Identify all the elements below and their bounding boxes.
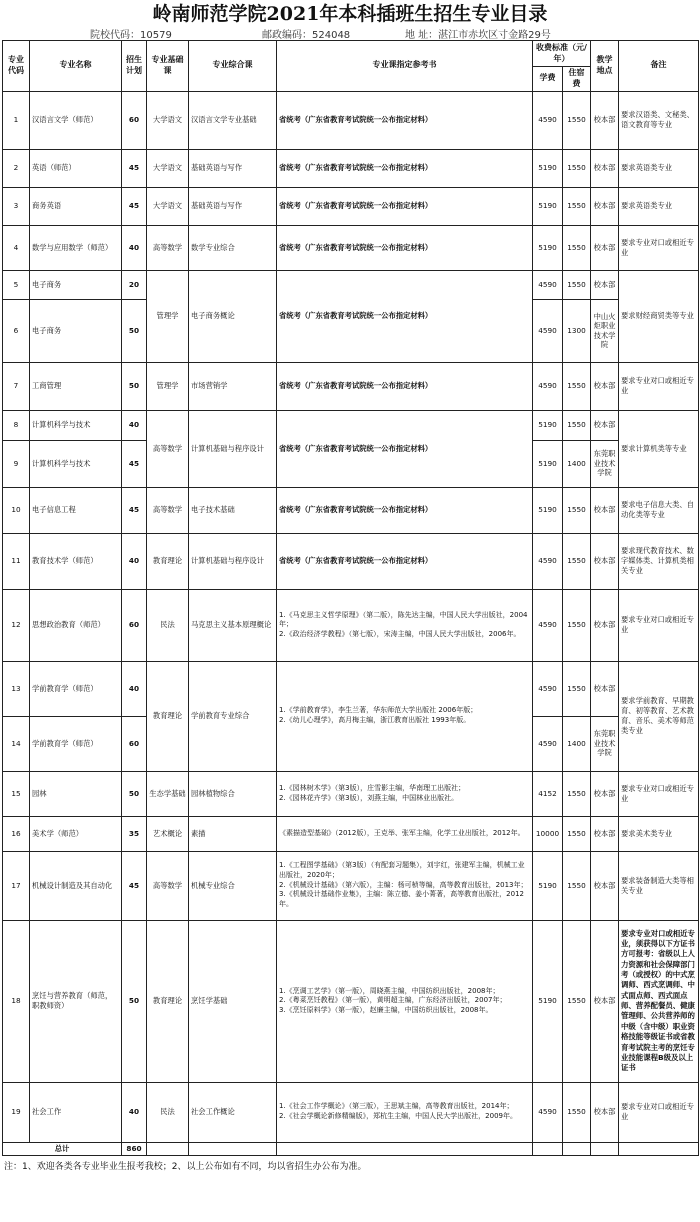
- enrollment-plan: 40: [122, 661, 147, 716]
- reference-books: 1.《工程图学基础》（第3版）（有配套习题集），刘宇红，张建军主编，机械工业出版社，2020年； 2.《机械设计基础》（第六版），主编：杨可桢等编，高等教育出版社，2013年； 3.《机械设计基础作业集》，主编：陈立德、姜小菁著，高等教育出版社，2012年。: [277, 851, 533, 920]
- major-name: 英语（师范）: [30, 149, 122, 187]
- campus: 校本部: [591, 816, 619, 851]
- remark: 要求英语类专业: [619, 149, 699, 187]
- comprehensive-course: 社会工作概论: [189, 1082, 277, 1142]
- comprehensive-course: 学前教育专业综合: [189, 661, 277, 771]
- total-plan: 860: [122, 1142, 147, 1155]
- table-row: [3, 851, 699, 920]
- reference-books: 省统考（广东省教育考试院统一公布指定材料）: [277, 149, 533, 187]
- tuition-fee: 4590: [533, 362, 563, 410]
- lodging-fee: 1550: [563, 771, 591, 816]
- lodging-fee: 1400: [563, 440, 591, 487]
- lodging-fee: 1400: [563, 716, 591, 771]
- major-name: 商务英语: [30, 187, 122, 225]
- reference-books: 省统考（广东省教育考试院统一公布指定材料）: [277, 487, 533, 533]
- tuition-fee: 4590: [533, 716, 563, 771]
- lodging-fee: 1550: [563, 661, 591, 716]
- major-code: 12: [3, 589, 30, 661]
- campus: 校本部: [591, 91, 619, 149]
- header-fee: 收费标准（元/年）: [533, 41, 591, 67]
- tuition-fee: 4590: [533, 589, 563, 661]
- remark: 要求专业对口或相近专业: [619, 771, 699, 816]
- major-code: 7: [3, 362, 30, 410]
- campus: 校本部: [591, 533, 619, 589]
- major-code: 10: [3, 487, 30, 533]
- enrollment-plan: 45: [122, 440, 147, 487]
- table-row: [3, 225, 699, 270]
- major-code: 14: [3, 716, 30, 771]
- remark: 要求电子信息大类、自动化类等专业: [619, 487, 699, 533]
- total-label: 总计: [3, 1142, 122, 1155]
- table-row: [3, 533, 699, 589]
- comprehensive-course: 市场营销学: [189, 362, 277, 410]
- major-catalog-table: [2, 40, 699, 1156]
- table-row: [3, 487, 699, 533]
- enrollment-plan: 45: [122, 149, 147, 187]
- major-code: 13: [3, 661, 30, 716]
- major-code: 2: [3, 149, 30, 187]
- major-code: 4: [3, 225, 30, 270]
- major-code: 18: [3, 920, 30, 1082]
- enrollment-plan: 45: [122, 851, 147, 920]
- remark: 要求专业对口或相近专业: [619, 362, 699, 410]
- school-address: 地 址：湛江市赤坎区寸金路29号: [405, 30, 551, 41]
- comprehensive-course: 马克思主义基本原理概论: [189, 589, 277, 661]
- enrollment-plan: 35: [122, 816, 147, 851]
- enrollment-plan: 60: [122, 589, 147, 661]
- remark: 要求现代教育技术、数字媒体类、计算机类相关专业: [619, 533, 699, 589]
- remark: 要求汉语类、文秘类、语文教育等专业: [619, 91, 699, 149]
- basic-course: 高等数学: [147, 410, 189, 487]
- major-name: 电子信息工程: [30, 487, 122, 533]
- tuition-fee: 5190: [533, 440, 563, 487]
- comprehensive-course: 烹饪学基础: [189, 920, 277, 1082]
- header-basic-course: 专业基础课: [147, 41, 189, 92]
- header-campus: 教学地点: [591, 41, 619, 92]
- lodging-fee: 1550: [563, 362, 591, 410]
- major-name: 工商管理: [30, 362, 122, 410]
- lodging-fee: 1550: [563, 187, 591, 225]
- remark: 要求专业对口或相近专业，须获得以下方证书方可报考：省级以上人力资源和社会保障部门考（或授权）的中式烹调师、西式烹调师、中式面点师、西式面点师、营养配餐员、健康管理师、公共营养师的中级（含中级）职业资格技能等级证书或省教育考试院主考的烹饪专业技能课程B级及以上证书: [619, 920, 699, 1082]
- tuition-fee: 5190: [533, 410, 563, 440]
- reference-books: 省统考（广东省教育考试院统一公布指定材料）: [277, 187, 533, 225]
- tuition-fee: 5190: [533, 851, 563, 920]
- enrollment-plan: 20: [122, 270, 147, 299]
- table-row: [3, 362, 699, 410]
- remark: 要求专业对口或相近专业: [619, 1082, 699, 1142]
- tuition-fee: 4152: [533, 771, 563, 816]
- campus: 校本部: [591, 225, 619, 270]
- remark: 要求计算机类等专业: [619, 410, 699, 487]
- lodging-fee: 1550: [563, 270, 591, 299]
- major-code: 11: [3, 533, 30, 589]
- major-name: 烹饪与营养教育（师范，职教师资）: [30, 920, 122, 1082]
- lodging-fee: 1550: [563, 920, 591, 1082]
- campus: 东莞职业技术学院: [591, 716, 619, 771]
- comprehensive-course: 数学专业综合: [189, 225, 277, 270]
- table-row: [3, 589, 699, 661]
- tuition-fee: 4590: [533, 533, 563, 589]
- table-row: [3, 661, 699, 716]
- campus: 中山火炬职业技术学院: [591, 299, 619, 362]
- major-name: 计算机科学与技术: [30, 410, 122, 440]
- lodging-fee: 1550: [563, 533, 591, 589]
- comprehensive-course: 电子商务概论: [189, 270, 277, 362]
- lodging-fee: 1300: [563, 299, 591, 362]
- enrollment-plan: 50: [122, 920, 147, 1082]
- footnote: 注：1、欢迎各类各专业毕业生报考我校；2、以上公布如有不同，均以省招生办公布为准。: [4, 1161, 367, 1172]
- reference-books: 《素描造型基础》（2012版），王克举、张军主编，化学工业出版社，2012年。: [277, 816, 533, 851]
- table-row: [3, 270, 699, 299]
- major-name: 数学与应用数学（师范）: [30, 225, 122, 270]
- campus: 校本部: [591, 661, 619, 716]
- enrollment-plan: 40: [122, 410, 147, 440]
- header-lodging: 住宿费: [563, 67, 591, 92]
- major-code: 9: [3, 440, 30, 487]
- reference-books: 1.《园林树木学》（第3版），庄雪影主编，华南理工出版社； 2.《园林花卉学》（第3版），刘燕主编，中国林业出版社。: [277, 771, 533, 816]
- header-plan: 招生计划: [122, 41, 147, 92]
- campus: 东莞职业技术学院: [591, 440, 619, 487]
- tuition-fee: 5190: [533, 920, 563, 1082]
- header-reference-books: 专业课指定参考书: [277, 41, 533, 92]
- major-name: 学前教育学（师范）: [30, 716, 122, 771]
- remark: 要求学前教育、早期教育、初等教育、艺术教育、音乐、美术等师范类专业: [619, 661, 699, 771]
- basic-course: 管理学: [147, 362, 189, 410]
- enrollment-plan: 45: [122, 187, 147, 225]
- basic-course: 教育理论: [147, 661, 189, 771]
- lodging-fee: 1550: [563, 851, 591, 920]
- enrollment-plan: 60: [122, 91, 147, 149]
- campus: 校本部: [591, 362, 619, 410]
- school-code: 院校代码：10579: [90, 30, 172, 41]
- basic-course: 民法: [147, 1082, 189, 1142]
- lodging-fee: 1550: [563, 1082, 591, 1142]
- reference-books: 省统考（广东省教育考试院统一公布指定材料）: [277, 362, 533, 410]
- major-name: 园林: [30, 771, 122, 816]
- enrollment-plan: 40: [122, 533, 147, 589]
- enrollment-plan: 50: [122, 362, 147, 410]
- tuition-fee: 4590: [533, 299, 563, 362]
- major-name: 学前教育学（师范）: [30, 661, 122, 716]
- comprehensive-course: 机械专业综合: [189, 851, 277, 920]
- major-code: 3: [3, 187, 30, 225]
- header-remark: 备注: [619, 41, 699, 92]
- major-code: 19: [3, 1082, 30, 1142]
- reference-books: 1.《马克思主义哲学原理》（第二版），陈先达主编，中国人民大学出版社，2004年； 2.《政治经济学教程》（第七版），宋涛主编，中国人民大学出版社，2006年。: [277, 589, 533, 661]
- reference-books: 省统考（广东省教育考试院统一公布指定材料）: [277, 410, 533, 487]
- reference-books: 1.《学前教育学》，李生兰著，华东师范大学出版社 2006年版； 2.《幼儿心理学》，高月梅主编，浙江教育出版社 1993年版。: [277, 661, 533, 771]
- major-name: 汉语言文学（师范）: [30, 91, 122, 149]
- table-row: [3, 920, 699, 1082]
- lodging-fee: 1550: [563, 816, 591, 851]
- remark: 要求专业对口或相近专业: [619, 225, 699, 270]
- tuition-fee: 4590: [533, 1082, 563, 1142]
- basic-course: 生态学基础: [147, 771, 189, 816]
- comprehensive-course: 基础英语与写作: [189, 187, 277, 225]
- campus: 校本部: [591, 589, 619, 661]
- basic-course: 大学语文: [147, 91, 189, 149]
- tuition-fee: 4590: [533, 661, 563, 716]
- lodging-fee: 1550: [563, 225, 591, 270]
- table-row: [3, 410, 699, 440]
- major-code: 16: [3, 816, 30, 851]
- campus: 校本部: [591, 771, 619, 816]
- campus: 校本部: [591, 851, 619, 920]
- campus: 校本部: [591, 410, 619, 440]
- major-name: 机械设计制造及其自动化: [30, 851, 122, 920]
- basic-course: 大学语文: [147, 187, 189, 225]
- reference-books: 1.《烹调工艺学》（第一版），周晓燕主编，中国纺织出版社，2008年； 2.《粤菜烹饪教程》（第一版），黄明超主编，广东经济出版社，2007年； 3.《烹饪原料学》（第一版），赵廉主编，中国纺织出版社，2008年。: [277, 920, 533, 1082]
- lodging-fee: 1550: [563, 589, 591, 661]
- lodging-fee: 1550: [563, 149, 591, 187]
- reference-books: 省统考（广东省教育考试院统一公布指定材料）: [277, 91, 533, 149]
- header-code: 专业代码: [3, 41, 30, 92]
- remark: 要求英语类专业: [619, 187, 699, 225]
- comprehensive-course: 计算机基础与程序设计: [189, 410, 277, 487]
- comprehensive-course: 基础英语与写作: [189, 149, 277, 187]
- remark: 要求财经商贸类等专业: [619, 270, 699, 362]
- enrollment-plan: 50: [122, 771, 147, 816]
- major-code: 6: [3, 299, 30, 362]
- major-code: 5: [3, 270, 30, 299]
- tuition-fee: 5190: [533, 187, 563, 225]
- remark: 要求装备制造大类等相关专业: [619, 851, 699, 920]
- reference-books: 省统考（广东省教育考试院统一公布指定材料）: [277, 270, 533, 362]
- table-row: [3, 1082, 699, 1142]
- major-code: 1: [3, 91, 30, 149]
- remark: 要求美术类专业: [619, 816, 699, 851]
- major-name: 电子商务: [30, 299, 122, 362]
- table-row: [3, 771, 699, 816]
- major-name: 思想政治教育（师范）: [30, 589, 122, 661]
- campus: 校本部: [591, 920, 619, 1082]
- comprehensive-course: 汉语言文学专业基础: [189, 91, 277, 149]
- major-name: 美术学（师范）: [30, 816, 122, 851]
- basic-course: 大学语文: [147, 149, 189, 187]
- enrollment-plan: 50: [122, 299, 147, 362]
- major-name: 教育技术学（师范）: [30, 533, 122, 589]
- campus: 校本部: [591, 149, 619, 187]
- reference-books: 1.《社会工作学概论》（第三版），王思斌主编，高等教育出版社，2014年； 2.《社会学概论新修精编版》，郑杭生主编，中国人民大学出版社，2009年。: [277, 1082, 533, 1142]
- enrollment-plan: 40: [122, 225, 147, 270]
- basic-course: 教育理论: [147, 533, 189, 589]
- major-code: 8: [3, 410, 30, 440]
- remark: 要求专业对口或相近专业: [619, 589, 699, 661]
- tuition-fee: 4590: [533, 91, 563, 149]
- lodging-fee: 1550: [563, 91, 591, 149]
- basic-course: 教育理论: [147, 920, 189, 1082]
- table-row: [3, 149, 699, 187]
- postal-code: 邮政编码：524048: [262, 30, 351, 41]
- comprehensive-course: 园林植物综合: [189, 771, 277, 816]
- major-name: 计算机科学与技术: [30, 440, 122, 487]
- comprehensive-course: 素描: [189, 816, 277, 851]
- lodging-fee: 1550: [563, 487, 591, 533]
- table-row: [3, 91, 699, 149]
- enrollment-plan: 45: [122, 487, 147, 533]
- basic-course: 艺术概论: [147, 816, 189, 851]
- major-code: 17: [3, 851, 30, 920]
- header-name: 专业名称: [30, 41, 122, 92]
- enrollment-plan: 40: [122, 1082, 147, 1142]
- table-row: [3, 816, 699, 851]
- comprehensive-course: 计算机基础与程序设计: [189, 533, 277, 589]
- page-title: 岭南师范学院2021年本科插班生招生专业目录: [152, 3, 548, 25]
- reference-books: 省统考（广东省教育考试院统一公布指定材料）: [277, 533, 533, 589]
- basic-course: 管理学: [147, 270, 189, 362]
- major-code: 15: [3, 771, 30, 816]
- enrollment-plan: 60: [122, 716, 147, 771]
- basic-course: 高等数学: [147, 487, 189, 533]
- tuition-fee: 10000: [533, 816, 563, 851]
- tuition-fee: 5190: [533, 149, 563, 187]
- header-tuition: 学费: [533, 67, 563, 92]
- lodging-fee: 1550: [563, 410, 591, 440]
- major-name: 电子商务: [30, 270, 122, 299]
- campus: 校本部: [591, 1082, 619, 1142]
- header-comprehensive-course: 专业综合课: [189, 41, 277, 92]
- campus: 校本部: [591, 187, 619, 225]
- school-info: [0, 26, 700, 40]
- basic-course: 高等数学: [147, 851, 189, 920]
- campus: 校本部: [591, 487, 619, 533]
- tuition-fee: 5190: [533, 487, 563, 533]
- table-row: [3, 187, 699, 225]
- campus: 校本部: [591, 270, 619, 299]
- tuition-fee: 5190: [533, 225, 563, 270]
- basic-course: 高等数学: [147, 225, 189, 270]
- basic-course: 民法: [147, 589, 189, 661]
- tuition-fee: 4590: [533, 270, 563, 299]
- reference-books: 省统考（广东省教育考试院统一公布指定材料）: [277, 225, 533, 270]
- comprehensive-course: 电子技术基础: [189, 487, 277, 533]
- major-name: 社会工作: [30, 1082, 122, 1142]
